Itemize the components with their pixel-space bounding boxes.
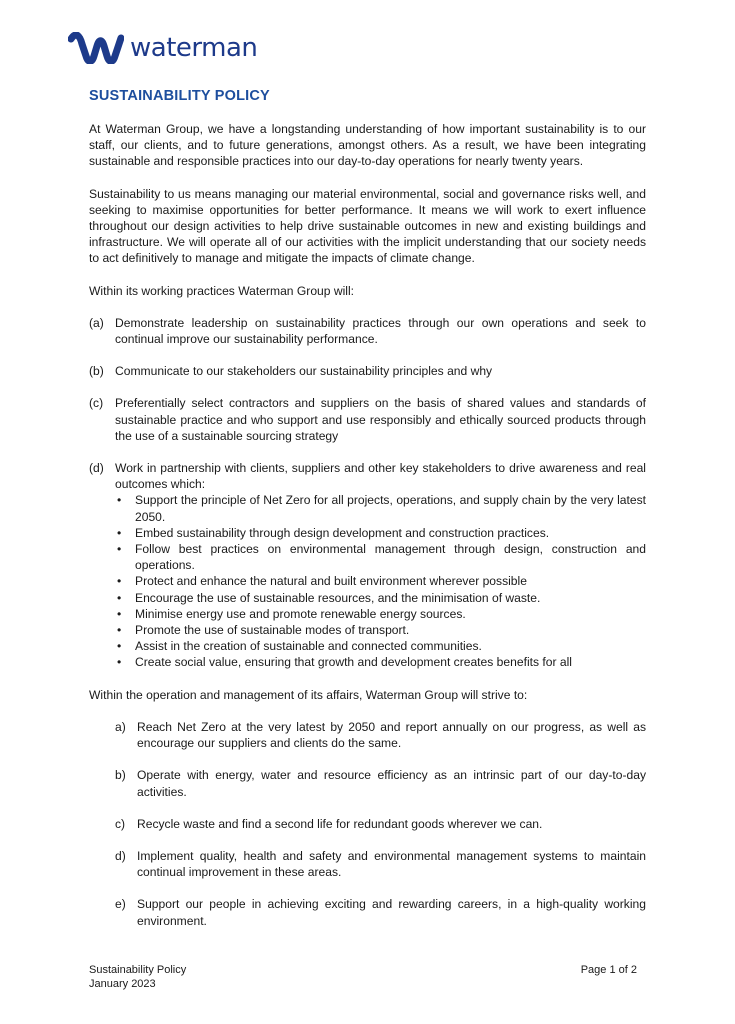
operations-intro: Within the operation and management of its affairs, Waterman Group will strive to: bbox=[89, 687, 528, 702]
bullet-icon: • bbox=[117, 493, 122, 508]
footer-doc-info bbox=[89, 964, 186, 991]
operation-marker: e) bbox=[115, 897, 126, 912]
practice-text: Communicate to our stakeholders our sustainability principles and why bbox=[115, 364, 493, 379]
list-item: • Encourage the use of sustainable resources, and the minimisation of waste. bbox=[117, 590, 541, 605]
operation-text: Reach Net Zero at the very latest by 2050 and report annually on our progress, as well as encourage our suppliers and clients do the same. bbox=[137, 719, 646, 751]
operation-item bbox=[115, 719, 646, 751]
operation-marker: c) bbox=[115, 816, 126, 831]
operation-marker: d) bbox=[115, 848, 126, 863]
policy-body bbox=[89, 121, 646, 945]
operations-list bbox=[89, 719, 646, 929]
bullet-icon: • bbox=[117, 639, 122, 654]
page-title: SUSTAINABILITY POLICY bbox=[89, 88, 270, 104]
bullet-icon: • bbox=[117, 574, 122, 589]
practice-marker: (d) bbox=[89, 461, 104, 476]
list-item: • Follow best practices on environmental management through design, construction and operations. bbox=[117, 542, 646, 573]
list-item: • Embed sustainability through design development and construction practices. bbox=[117, 525, 550, 540]
operation-item bbox=[115, 816, 646, 832]
bullet-icon: • bbox=[117, 623, 122, 638]
operation-text: Operate with energy, water and resource efficiency as an intrinsic part of our day-to-day activities. bbox=[137, 768, 646, 799]
operation-text: Implement quality, health and safety and environmental management systems to maintain continual improvement in these areas. bbox=[137, 848, 646, 880]
operation-marker: b) bbox=[115, 768, 126, 783]
bullet-icon: • bbox=[117, 525, 122, 540]
list-item: • Support the principle of Net Zero for all projects, operations, and supply chain by the very latest 2050. bbox=[117, 493, 646, 524]
intro-paragraph: At Waterman Group, we have a longstanding understanding of how important sustainability is to our staff, our clients, and to future generations, amongst others. As a result, we have been integrating sustainable and responsible practices into our day-to-day operations for nearly twenty years. bbox=[89, 122, 646, 169]
bullet-icon: • bbox=[117, 542, 122, 557]
footer-date: January 2023 bbox=[89, 977, 156, 990]
operation-marker: a) bbox=[115, 719, 126, 734]
practice-item bbox=[89, 315, 646, 347]
operation-item bbox=[115, 767, 646, 799]
logo bbox=[68, 32, 257, 64]
operation-item bbox=[115, 848, 646, 880]
intro-paragraph: Sustainability to us means managing our material environmental, social and governance risks well, and seeking to maximise opportunities for better performance. It means we will work to exert influence throughout our design activities to help drive sustainable outcomes in new and existing buildings and infrastructure. We will operate all of our activities with the implicit understanding that our society needs to act definitively to manage and mitigate the impacts of climate change. bbox=[89, 186, 646, 266]
practice-text: Preferentially select contractors and suppliers on the basis of shared values and standards of sustainable practice and who support and use responsibly and ethically sourced products through the use of a sustainable sourcing strategy bbox=[115, 396, 646, 443]
outcome-bullet-list bbox=[115, 492, 646, 670]
list-item: • Minimise energy use and promote renewable energy sources. bbox=[117, 606, 466, 621]
bullet-icon: • bbox=[117, 655, 122, 670]
practice-marker: (b) bbox=[89, 364, 104, 379]
practice-item bbox=[89, 395, 646, 444]
footer-page-number: Page 1 of 2 bbox=[580, 964, 637, 976]
list-item: • Protect and enhance the natural and built environment wherever possible bbox=[117, 574, 527, 589]
practice-text: Demonstrate leadership on sustainability practices through our own operations and seek to continual improve our sustainability performance. bbox=[115, 315, 646, 347]
bullet-icon: • bbox=[117, 606, 122, 621]
practice-text: Work in partnership with clients, suppliers and other key stakeholders to drive awareness and real outcomes which: bbox=[115, 461, 646, 492]
logo-wordmark: waterman bbox=[130, 33, 258, 63]
operation-text: Recycle waste and find a second life for redundant goods wherever we can. bbox=[137, 816, 543, 831]
footer-doc-name: Sustainability Policy bbox=[89, 964, 187, 976]
practice-item bbox=[89, 460, 646, 671]
bullet-icon: • bbox=[117, 590, 122, 605]
list-item: • Promote the use of sustainable modes of transport. bbox=[117, 623, 410, 638]
list-item: • Assist in the creation of sustainable and connected communities. bbox=[117, 639, 482, 654]
w-wave-icon bbox=[68, 32, 124, 64]
practice-item bbox=[89, 363, 646, 379]
operation-item bbox=[115, 896, 646, 928]
practice-marker: (c) bbox=[89, 396, 104, 411]
operation-text: Support our people in achieving exciting and rewarding careers, in a high-quality working environment. bbox=[137, 897, 646, 928]
practice-marker: (a) bbox=[89, 315, 104, 330]
list-item: • Create social value, ensuring that growth and development creates benefits for all bbox=[117, 655, 572, 670]
intro-paragraph: Within its working practices Waterman Group will: bbox=[89, 283, 355, 298]
